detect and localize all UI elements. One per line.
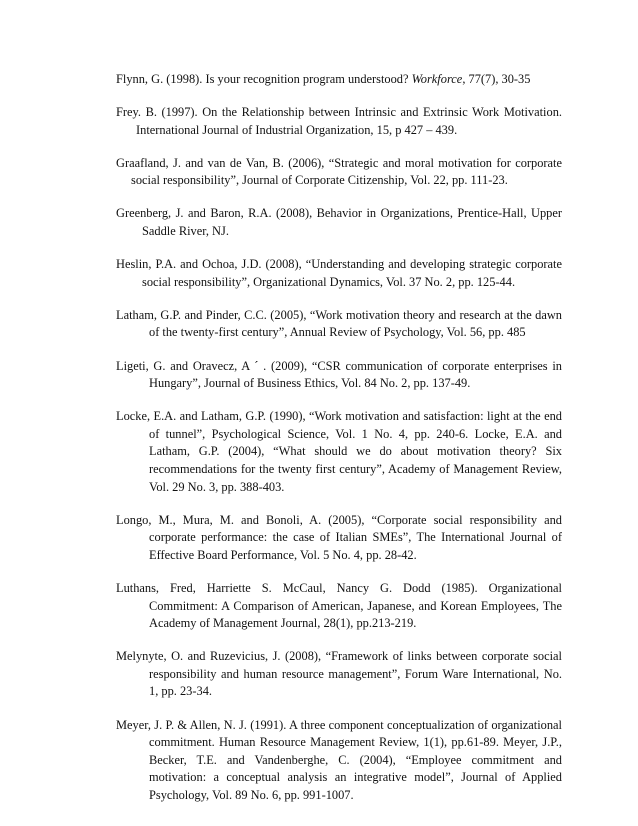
reference-entry-luthans: Luthans, Fred, Harriette S. McCaul, Nancy G. Dodd (1985). Organizational Commitment: A Comparison of American, Japanese, and Korean Employees, The Academy of Management Journal, 28(1), pp.213-219. bbox=[116, 580, 562, 631]
reference-list bbox=[116, 71, 562, 820]
reference-entry-ligeti: Ligeti, G. and Oravecz, A ´ . (2009), “CSR communication of corporate enterprises in Hungary”, Journal of Business Ethics, Vol. 84 No. 2, pp. 137-49. bbox=[116, 358, 562, 391]
reference-entry-locke: Locke, E.A. and Latham, G.P. (1990), “Work motivation and satisfaction: light at the end of tunnel”, Psychological Science, Vol. 1 No. 4, pp. 240-6. Locke, E.A. and Latham, G.P. (2004), “What should we do about motivation theory? Six recommendations for the twenty first century”, Academy of Management Review, Vol. 29 No. 3, pp. 388-403. bbox=[116, 409, 562, 494]
reference-entry-frey: Frey. B. (1997). On the Relationship between Intrinsic and Extrinsic Work Motivation. International Journal of Industrial Organization, 15, p 427 – 439. bbox=[116, 105, 562, 137]
reference-entry-longo: Longo, M., Mura, M. and Bonoli, A. (2005), “Corporate social responsibility and corporate performance: the case of Italian SMEs”, The International Journal of Effective Board Performance, Vol. 5 No. 4, pp. 28-42. bbox=[116, 512, 562, 562]
reference-entry-melynyte: Melynyte, O. and Ruzevicius, J. (2008), “Framework of links between corporate social responsibility and human resource management”, Forum Ware International, No. 1, pp. 23-34. bbox=[116, 649, 562, 699]
reference-entry-heslin: Heslin, P.A. and Ochoa, J.D. (2008), “Understanding and developing strategic corporate social responsibility”, Organizational Dynamics, Vol. 37 No. 2, pp. 125-44. bbox=[116, 257, 562, 289]
reference-entry-meyer: Meyer, J. P. & Allen, N. J. (1991). A three component conceptualization of organizational commitment. Human Resource Management Review, 1(1), pp.61-89. Meyer, J.P., Becker, T.E. and Vandenberghe, C. (2004), “Employee commitment and motivation: a conceptual analysis an integrative model”, Journal of Applied Psychology, Vol. 89 No. 6, pp. 991-1007. bbox=[116, 717, 562, 802]
reference-entry-graafland: Graafland, J. and van de Van, B. (2006), “Strategic and moral motivation for corporate social responsibility”, Journal of Corporate Citizenship, Vol. 22, pp. 111-23. bbox=[116, 155, 562, 188]
reference-entry-flynn bbox=[116, 71, 562, 89]
reference-entry-latham: Latham, G.P. and Pinder, C.C. (2005), “Work motivation theory and research at the dawn of the twenty-first century”, Annual Review of Psychology, Vol. 56, pp. 485 bbox=[116, 307, 562, 340]
reference-text-flynn-tail: , 77(7), 30-35 bbox=[462, 72, 531, 86]
journal-title-workforce: Workforce bbox=[411, 72, 463, 86]
reference-entry-greenberg: Greenberg, J. and Baron, R.A. (2008), Behavior in Organizations, Prentice-Hall, Upper Saddle River, NJ. bbox=[116, 206, 562, 239]
reference-text-flynn: Flynn, G. (1998). Is your recognition program understood? bbox=[116, 72, 412, 86]
